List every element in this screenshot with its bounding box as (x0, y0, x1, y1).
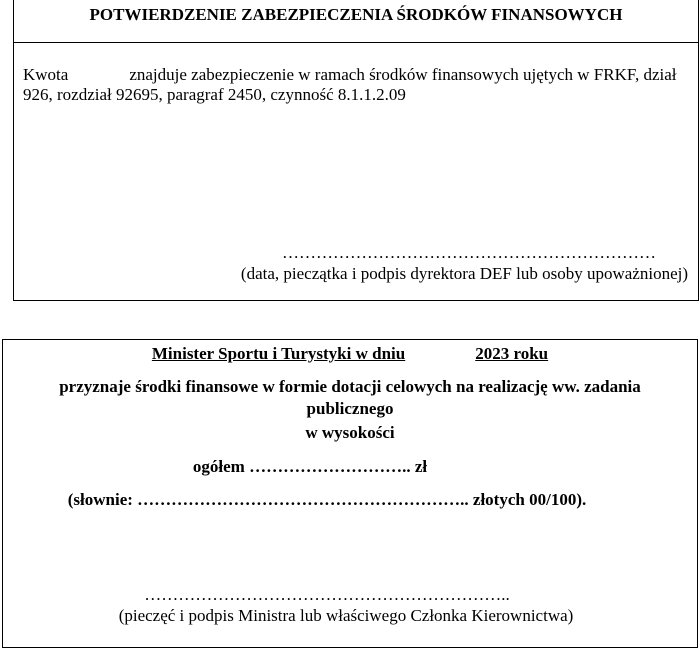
amount-description: znajduje zabezpieczenie w ramach środków finansowych ujętych w FRKF, dział 926, rozdział 92695, paragraf 2450, czynność 8.1.1.2.09 (23, 65, 677, 104)
funds-confirmation-box (13, 0, 699, 301)
minister-signature-line: ……………………………………………………….. (144, 585, 510, 604)
grant-line-1: przyznaje środki finansowe w formie dotacji celowych na realizację ww. zadania (59, 377, 641, 396)
grant-line-3: w wysokości (305, 423, 395, 442)
director-signature-line: ………………………………………………………… (282, 243, 656, 262)
grant-heading-text: Minister Sportu i Turystyki w dniu 2023 roku (151, 344, 549, 363)
director-signature-block (241, 242, 688, 284)
minister-signature-caption: (pieczęć i podpis Ministra lub właściwego Członka Kierownictwa) (118, 606, 574, 625)
amount-label: Kwota (23, 65, 69, 84)
grant-heading (3, 344, 697, 364)
funds-confirmation-body (14, 43, 698, 105)
grant-line-2: publicznego (306, 399, 394, 418)
grant-amount-in-words: (słownie: ………………………………………………….. złotych 00/100). (67, 490, 587, 509)
director-signature-caption: (data, pieczątka i podpis dyrektora DEF lub osoby upoważnionej) (240, 264, 688, 283)
minister-grant-box (2, 339, 698, 648)
grant-total: ogółem ……………………….. zł (192, 457, 428, 476)
funds-confirmation-title: POTWIERDZENIE ZABEZPIECZENIA ŚRODKÓW FINANSOWYCH (14, 0, 698, 43)
